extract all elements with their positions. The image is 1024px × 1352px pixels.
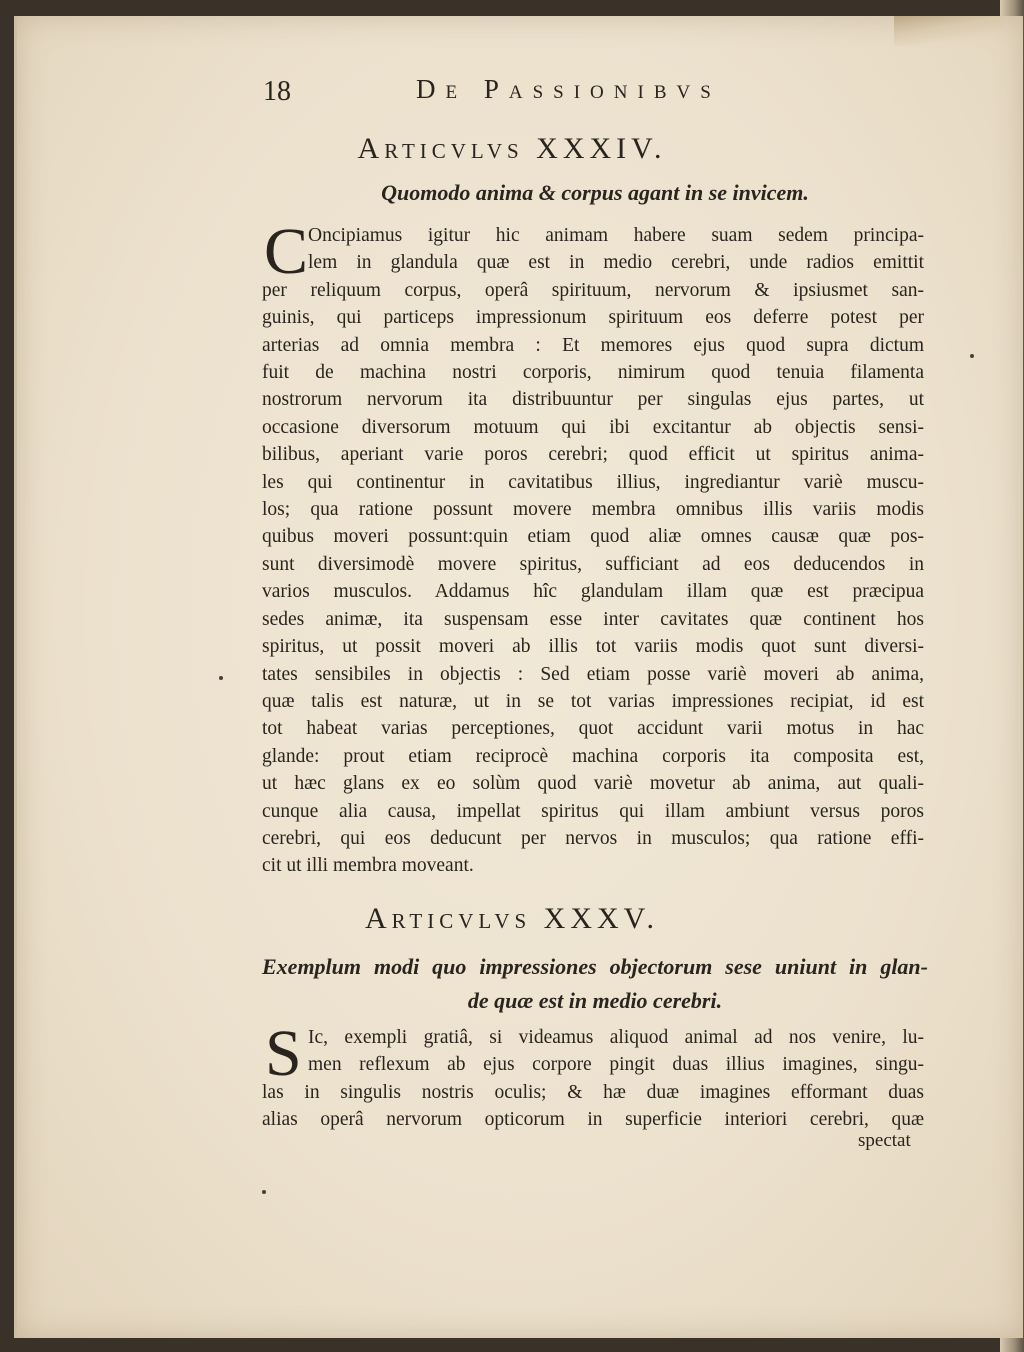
- body-line: les qui continentur in cavitatibus illius, ingrediantur variè muscu-: [262, 471, 924, 493]
- article-title: Quomodo anima & corpus agant in se invicem.: [381, 180, 809, 205]
- article-body: [262, 215, 924, 880]
- body-line: bilibus, aperiant varie poros cerebri; quod efficit ut spiritus anima-: [262, 444, 924, 466]
- body-line: varios musculos. Addamus hîc glandulam illam quæ est præcipua: [262, 581, 924, 603]
- body-line: sunt diversimodè movere spiritus, sufficiant ad eos deducendos in: [262, 553, 924, 575]
- body-line: arterias ad omnia membra : Et memores ejus quod supra dictum: [262, 334, 924, 356]
- article-title: [262, 950, 928, 1018]
- body-line: los; qua ratione possunt movere membra omnibus illis variis modis: [262, 499, 924, 521]
- catchword: spectat: [858, 1130, 911, 1151]
- ink-speck: [219, 676, 223, 680]
- body-line: alias operâ nervorum opticorum in superficie interiori cerebri, quæ: [262, 1109, 924, 1131]
- body-line: glande: prout etiam reciprocè machina corporis ita composita est,: [262, 745, 924, 767]
- article-heading: Articvlvs XXXIV.: [357, 132, 667, 165]
- page-tear: [894, 16, 1004, 46]
- body-line: las in singulis nostris oculis; & hæ duæ imagines efformant duas: [262, 1081, 924, 1103]
- ink-speck: [262, 1190, 266, 1194]
- body-line: guinis, qui particeps impressionum spirituum eos deferre potest per: [262, 307, 924, 329]
- body-line: cerebri, qui eos deducunt per nervos in musculos; qua ratione effi-: [262, 827, 924, 849]
- body-line: lem in glandula quæ est in medio cerebri, unde radios emittit: [308, 252, 924, 274]
- body-line: quæ talis est naturæ, ut in se tot varias impressiones recipiat, id est: [262, 690, 924, 712]
- body-line: sedes animæ, ita suspensam esse inter cavitates quæ continent hos: [262, 608, 924, 630]
- body-line: Oncipiamus igitur hic animam habere suam sedem principa-: [308, 225, 924, 246]
- body-line: spiritus, ut possit moveri ab illis tot variis modis quot sunt diversi-: [262, 636, 924, 658]
- body-line: ut hæc glans ex eo solùm quod variè movetur ab anima, aut quali-: [262, 773, 924, 795]
- body-line: cunque alia causa, impellat spiritus qui illam ambiunt versus poros: [262, 800, 924, 822]
- body-line: tates sensibiles in objectis : Sed etiam posse variè moveri ab anima,: [262, 663, 924, 685]
- article-body: [262, 1017, 924, 1134]
- body-line: men reflexum ab ejus corpore pingit duas illius imagines, singu-: [308, 1054, 924, 1076]
- page-number: 18: [263, 76, 291, 107]
- body-line: per reliquum corpus, operâ spirituum, nervorum & ipsiusmet san-: [262, 279, 924, 301]
- body-line: fuit de machina nostri corporis, nimirum quod tenuia filamenta: [262, 362, 924, 384]
- body-line: cit ut illi membra moveant.: [262, 855, 474, 877]
- drop-cap: S: [265, 1017, 302, 1090]
- title-line: Exemplum modi quo impressiones objectorum sese uniunt in glan-: [262, 954, 928, 979]
- body-line: occasione diversorum motuum qui ibi excitantur ab objectis sensi-: [262, 416, 924, 438]
- body-line: quibus moveri possunt:quin etiam quod aliæ omnes causæ quæ pos-: [262, 526, 924, 548]
- body-line: nostrorum nervorum ita distribuuntur per singulas ejus partes, ut: [262, 389, 924, 411]
- article-heading: Articvlvs XXXV.: [365, 902, 659, 935]
- body-line: tot habeat varias perceptiones, quot accidunt varii motus in hac: [262, 718, 924, 740]
- ink-speck: [970, 354, 974, 358]
- body-line: Ic, exempli gratiâ, si videamus aliquod animal ad nos venire, lu-: [308, 1027, 924, 1048]
- drop-cap: C: [264, 215, 309, 288]
- title-line: de quæ est in medio cerebri.: [467, 988, 723, 1013]
- running-head: De Passionibvs: [416, 74, 721, 104]
